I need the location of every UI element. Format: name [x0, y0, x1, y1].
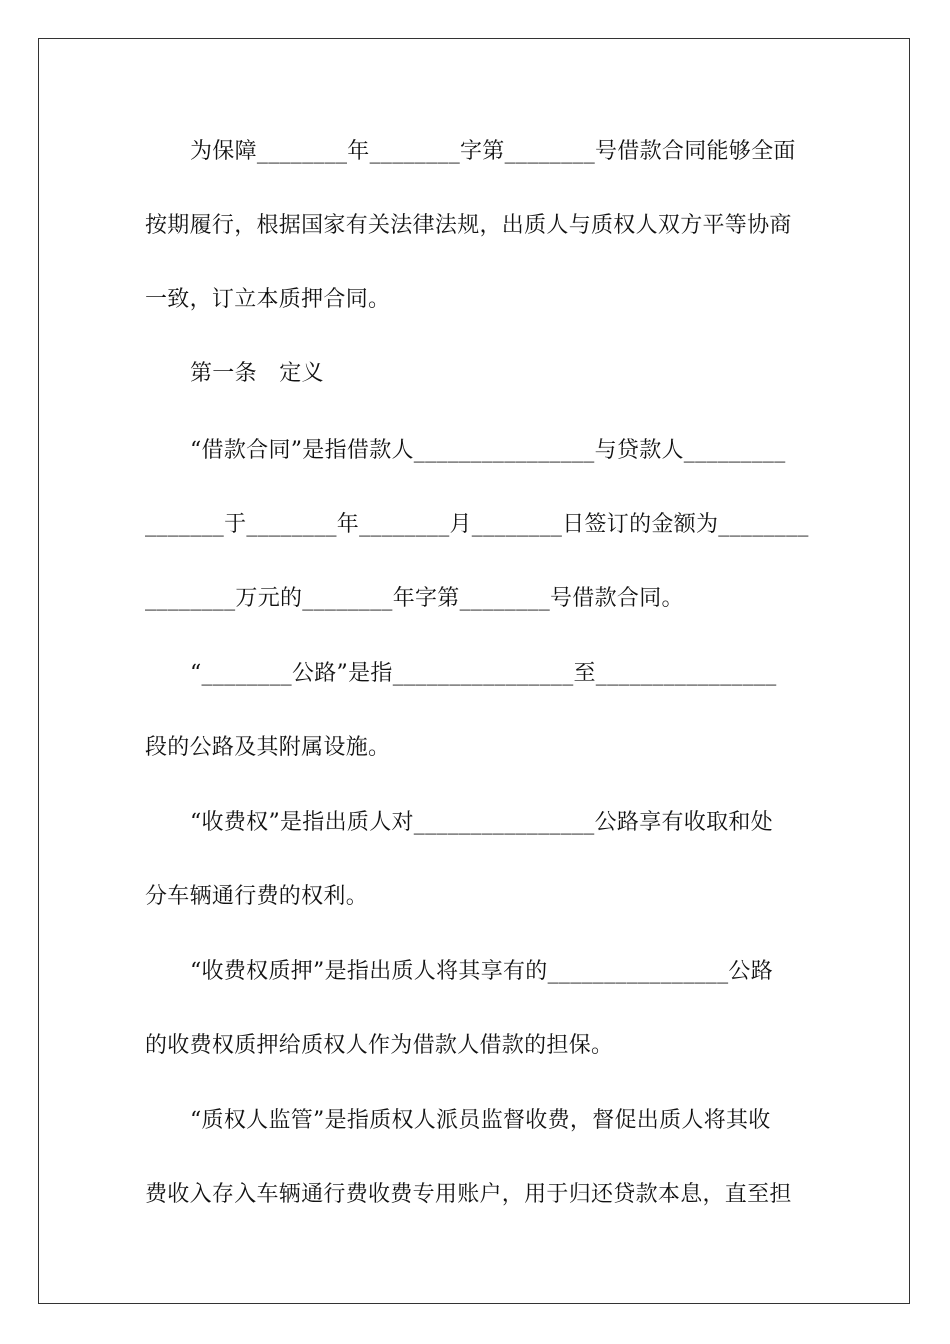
definition-highway-line-1: “________公路”是指________________至________________: [190, 661, 777, 686]
paragraph-preamble-line-3: 一致，订立本质押合同。: [145, 287, 391, 312]
definition-toll-pledge-line-1: “收费权质押”是指出质人将其享有的________________公路: [190, 959, 773, 984]
paragraph-preamble-line-1: 为保障________年________字第________号借款合同能够全面: [190, 139, 796, 164]
definition-toll-right-line-1: “收费权”是指出质人对________________公路享有收取和处: [190, 810, 773, 835]
definition-toll-pledge-line-2: 的收费权质押给质权人作为借款人借款的担保。: [145, 1033, 614, 1058]
definition-loan-contract-line-3: ________万元的________年字第________号借款合同。: [145, 586, 684, 611]
definition-supervision-line-1: “质权人监管”是指质权人派员监督收费，督促出质人将其收: [190, 1108, 771, 1133]
article-heading: 第一条 定义: [190, 361, 324, 386]
definition-loan-contract-line-2: _______于________年________月________日签订的金额为________: [145, 512, 809, 537]
definition-toll-right-line-2: 分车辆通行费的权利。: [145, 884, 369, 909]
definition-supervision-line-2: 费收入存入车辆通行费收费专用账户，用于归还贷款本息，直至担: [145, 1182, 792, 1207]
definition-highway-line-2: 段的公路及其附属设施。: [145, 735, 391, 760]
paragraph-preamble-line-2: 按期履行，根据国家有关法律法规，出质人与质权人双方平等协商: [145, 213, 792, 238]
definition-loan-contract-line-1: “借款合同”是指借款人________________与贷款人_________: [190, 438, 786, 463]
